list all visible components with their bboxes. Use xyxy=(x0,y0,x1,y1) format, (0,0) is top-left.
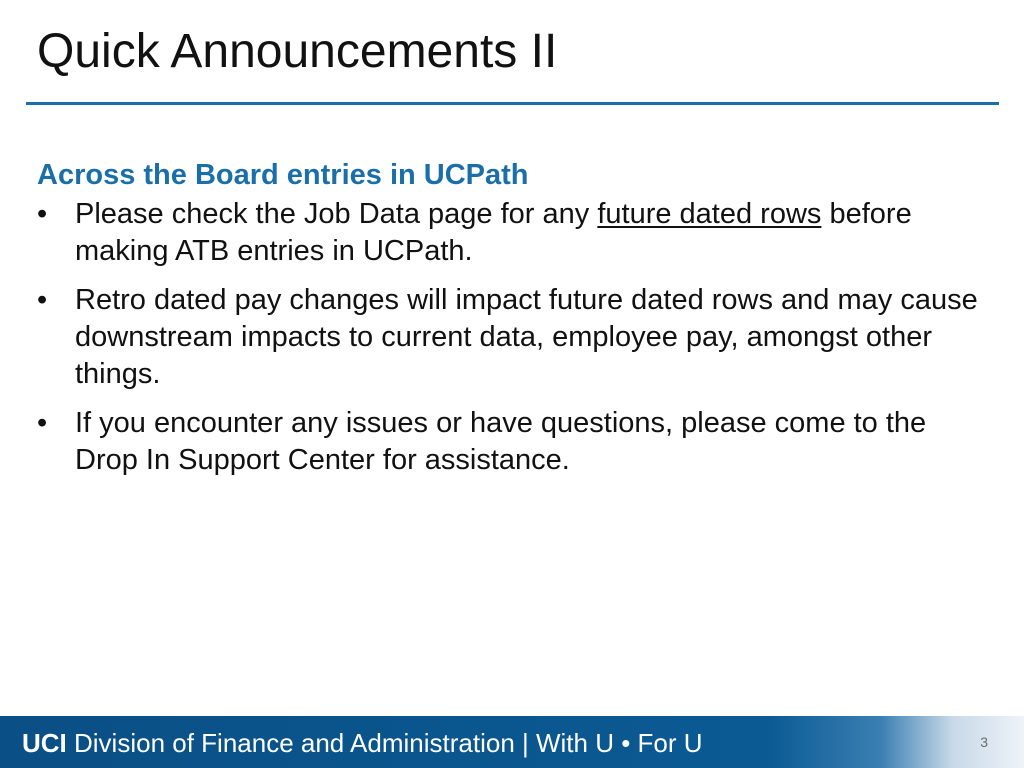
slide-content xyxy=(37,154,997,479)
bullet-list xyxy=(37,196,997,479)
slide-title: Quick Announcements II xyxy=(37,25,558,78)
footer-brand xyxy=(22,727,703,759)
bullet-icon: • xyxy=(37,198,48,230)
bullet-item xyxy=(37,196,997,270)
bullet-icon: • xyxy=(37,284,48,316)
footer-band xyxy=(0,716,1024,768)
underlined-text: future dated rows xyxy=(597,198,822,230)
bullet-text: Please check the Job Data page for any xyxy=(75,198,598,230)
title-divider xyxy=(26,102,999,105)
bullet-item xyxy=(37,282,997,393)
bullet-text: If you encounter any issues or have questions, please come to the Drop In Support Center for assistance. xyxy=(75,407,927,476)
bullet-icon: • xyxy=(37,407,48,439)
page-number: 3 xyxy=(980,734,988,750)
bullet-text: before making ATB entries in UCPath. xyxy=(75,198,912,267)
bullet-item xyxy=(37,405,997,479)
uci-logo-text: UCI xyxy=(22,728,67,758)
section-heading: Across the Board entries in UCPath xyxy=(37,159,529,191)
footer-tagline: Division of Finance and Administration | With U • For U xyxy=(66,728,703,758)
bullet-text: Retro dated pay changes will impact future dated rows and may cause downstream impacts to current data, employee pay, amongst other things. xyxy=(75,284,978,390)
